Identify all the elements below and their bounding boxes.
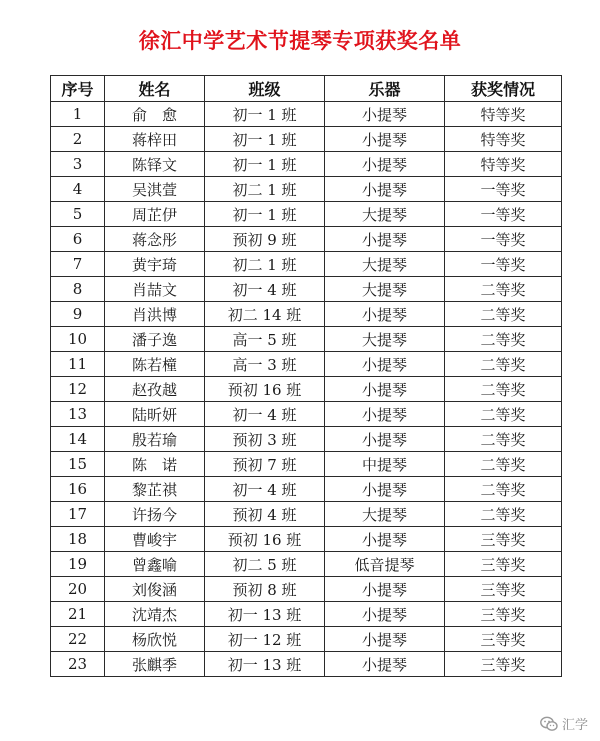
cell-award: 二等奖: [445, 452, 562, 477]
table-row: [51, 227, 562, 252]
cell-award: 一等奖: [445, 177, 562, 202]
cell-name: 杨欣悦: [105, 627, 205, 652]
cell-instrument: 小提琴: [325, 227, 445, 252]
cell-class: 初一 4 班: [205, 277, 325, 302]
cell-instrument: 小提琴: [325, 302, 445, 327]
cell-class: 预初 8 班: [205, 577, 325, 602]
header-index: 序号: [51, 76, 105, 102]
document-title: 徐汇中学艺术节提琴专项获奖名单: [138, 29, 462, 53]
table-row: [51, 202, 562, 227]
cell-index: 7: [51, 252, 105, 277]
cell-instrument: 大提琴: [325, 327, 445, 352]
cell-award: 一等奖: [445, 252, 562, 277]
cell-class: 初二 14 班: [205, 302, 325, 327]
cell-name: 蒋梓田: [105, 127, 205, 152]
cell-name: 俞 愈: [105, 102, 205, 127]
cell-name: 赵孜越: [105, 377, 205, 402]
cell-instrument: 小提琴: [325, 177, 445, 202]
cell-index: 21: [51, 602, 105, 627]
cell-class: 初一 4 班: [205, 477, 325, 502]
cell-class: 初二 1 班: [205, 177, 325, 202]
cell-name: 黎芷祺: [105, 477, 205, 502]
cell-award: 二等奖: [445, 302, 562, 327]
cell-award: 二等奖: [445, 402, 562, 427]
cell-index: 11: [51, 352, 105, 377]
cell-name: 潘子逸: [105, 327, 205, 352]
table-row: [51, 452, 562, 477]
cell-instrument: 中提琴: [325, 452, 445, 477]
cell-instrument: 小提琴: [325, 627, 445, 652]
cell-class: 初一 1 班: [205, 152, 325, 177]
cell-name: 陈 诺: [105, 452, 205, 477]
cell-class: 初一 1 班: [205, 102, 325, 127]
cell-index: 12: [51, 377, 105, 402]
cell-index: 13: [51, 402, 105, 427]
table-row: [51, 152, 562, 177]
cell-name: 陆昕妍: [105, 402, 205, 427]
cell-award: 二等奖: [445, 327, 562, 352]
cell-class: 预初 9 班: [205, 227, 325, 252]
table-body: [51, 102, 562, 677]
wechat-icon: [540, 716, 558, 732]
cell-class: 初一 12 班: [205, 627, 325, 652]
table-row: [51, 402, 562, 427]
cell-name: 周芷伊: [105, 202, 205, 227]
cell-award: 三等奖: [445, 652, 562, 677]
cell-award: 三等奖: [445, 552, 562, 577]
cell-name: 蒋念彤: [105, 227, 205, 252]
table-row: [51, 577, 562, 602]
cell-index: 22: [51, 627, 105, 652]
cell-class: 高一 3 班: [205, 352, 325, 377]
cell-class: 预初 7 班: [205, 452, 325, 477]
cell-name: 肖喆文: [105, 277, 205, 302]
cell-class: 初一 13 班: [205, 602, 325, 627]
cell-name: 曹峻宇: [105, 527, 205, 552]
cell-index: 4: [51, 177, 105, 202]
cell-class: 初一 4 班: [205, 402, 325, 427]
table-row: [51, 327, 562, 352]
cell-index: 17: [51, 502, 105, 527]
cell-instrument: 低音提琴: [325, 552, 445, 577]
cell-instrument: 小提琴: [325, 652, 445, 677]
cell-name: 张麒季: [105, 652, 205, 677]
header-instrument: 乐器: [325, 76, 445, 102]
table-row: [51, 252, 562, 277]
cell-class: 预初 4 班: [205, 502, 325, 527]
cell-index: 18: [51, 527, 105, 552]
cell-class: 预初 16 班: [205, 527, 325, 552]
cell-class: 初一 13 班: [205, 652, 325, 677]
cell-index: 19: [51, 552, 105, 577]
cell-name: 殷若瑜: [105, 427, 205, 452]
cell-award: 二等奖: [445, 502, 562, 527]
cell-index: 1: [51, 102, 105, 127]
cell-award: 三等奖: [445, 627, 562, 652]
header-class: 班级: [205, 76, 325, 102]
cell-award: 二等奖: [445, 277, 562, 302]
table-row: [51, 302, 562, 327]
header-award: 获奖情况: [445, 76, 562, 102]
cell-award: 二等奖: [445, 427, 562, 452]
cell-instrument: 小提琴: [325, 477, 445, 502]
watermark-text: 汇学: [561, 718, 588, 733]
cell-instrument: 大提琴: [325, 277, 445, 302]
cell-name: 陈铎文: [105, 152, 205, 177]
cell-index: 5: [51, 202, 105, 227]
table-row: [51, 627, 562, 652]
cell-index: 3: [51, 152, 105, 177]
award-table: [50, 75, 562, 677]
cell-award: 二等奖: [445, 352, 562, 377]
cell-instrument: 小提琴: [325, 402, 445, 427]
table-row: [51, 527, 562, 552]
cell-instrument: 小提琴: [325, 352, 445, 377]
cell-instrument: 小提琴: [325, 427, 445, 452]
wechat-watermark: [540, 714, 588, 733]
cell-index: 20: [51, 577, 105, 602]
cell-class: 初一 1 班: [205, 202, 325, 227]
cell-name: 许扬今: [105, 502, 205, 527]
cell-instrument: 小提琴: [325, 127, 445, 152]
cell-instrument: 小提琴: [325, 602, 445, 627]
cell-index: 2: [51, 127, 105, 152]
cell-index: 9: [51, 302, 105, 327]
cell-instrument: 大提琴: [325, 202, 445, 227]
table-row: [51, 477, 562, 502]
cell-class: 预初 16 班: [205, 377, 325, 402]
cell-instrument: 小提琴: [325, 152, 445, 177]
cell-index: 6: [51, 227, 105, 252]
cell-index: 23: [51, 652, 105, 677]
cell-index: 8: [51, 277, 105, 302]
table-row: [51, 277, 562, 302]
cell-class: 高一 5 班: [205, 327, 325, 352]
cell-index: 15: [51, 452, 105, 477]
cell-index: 16: [51, 477, 105, 502]
cell-class: 初二 1 班: [205, 252, 325, 277]
table-header-row: [51, 76, 562, 102]
cell-index: 14: [51, 427, 105, 452]
cell-instrument: 小提琴: [325, 102, 445, 127]
cell-name: 沈靖杰: [105, 602, 205, 627]
cell-name: 肖洪博: [105, 302, 205, 327]
cell-award: 二等奖: [445, 477, 562, 502]
header-name: 姓名: [105, 76, 205, 102]
cell-award: 特等奖: [445, 102, 562, 127]
table-row: [51, 177, 562, 202]
cell-award: 一等奖: [445, 227, 562, 252]
cell-instrument: 小提琴: [325, 527, 445, 552]
cell-index: 10: [51, 327, 105, 352]
cell-award: 二等奖: [445, 377, 562, 402]
cell-award: 三等奖: [445, 577, 562, 602]
cell-class: 初一 1 班: [205, 127, 325, 152]
cell-instrument: 大提琴: [325, 252, 445, 277]
table-row: [51, 102, 562, 127]
cell-class: 初二 5 班: [205, 552, 325, 577]
cell-name: 曾鑫喻: [105, 552, 205, 577]
cell-instrument: 小提琴: [325, 577, 445, 602]
cell-award: 一等奖: [445, 202, 562, 227]
table-row: [51, 502, 562, 527]
cell-name: 刘俊涵: [105, 577, 205, 602]
cell-name: 陈若橦: [105, 352, 205, 377]
cell-award: 三等奖: [445, 602, 562, 627]
cell-name: 黄宇琦: [105, 252, 205, 277]
cell-award: 特等奖: [445, 127, 562, 152]
table-row: [51, 427, 562, 452]
table-row: [51, 552, 562, 577]
table-row: [51, 652, 562, 677]
table-row: [51, 352, 562, 377]
table-row: [51, 377, 562, 402]
cell-instrument: 小提琴: [325, 377, 445, 402]
cell-instrument: 大提琴: [325, 502, 445, 527]
table-row: [51, 127, 562, 152]
cell-class: 预初 3 班: [205, 427, 325, 452]
cell-name: 吴淇萱: [105, 177, 205, 202]
table-row: [51, 602, 562, 627]
cell-award: 三等奖: [445, 527, 562, 552]
cell-award: 特等奖: [445, 152, 562, 177]
